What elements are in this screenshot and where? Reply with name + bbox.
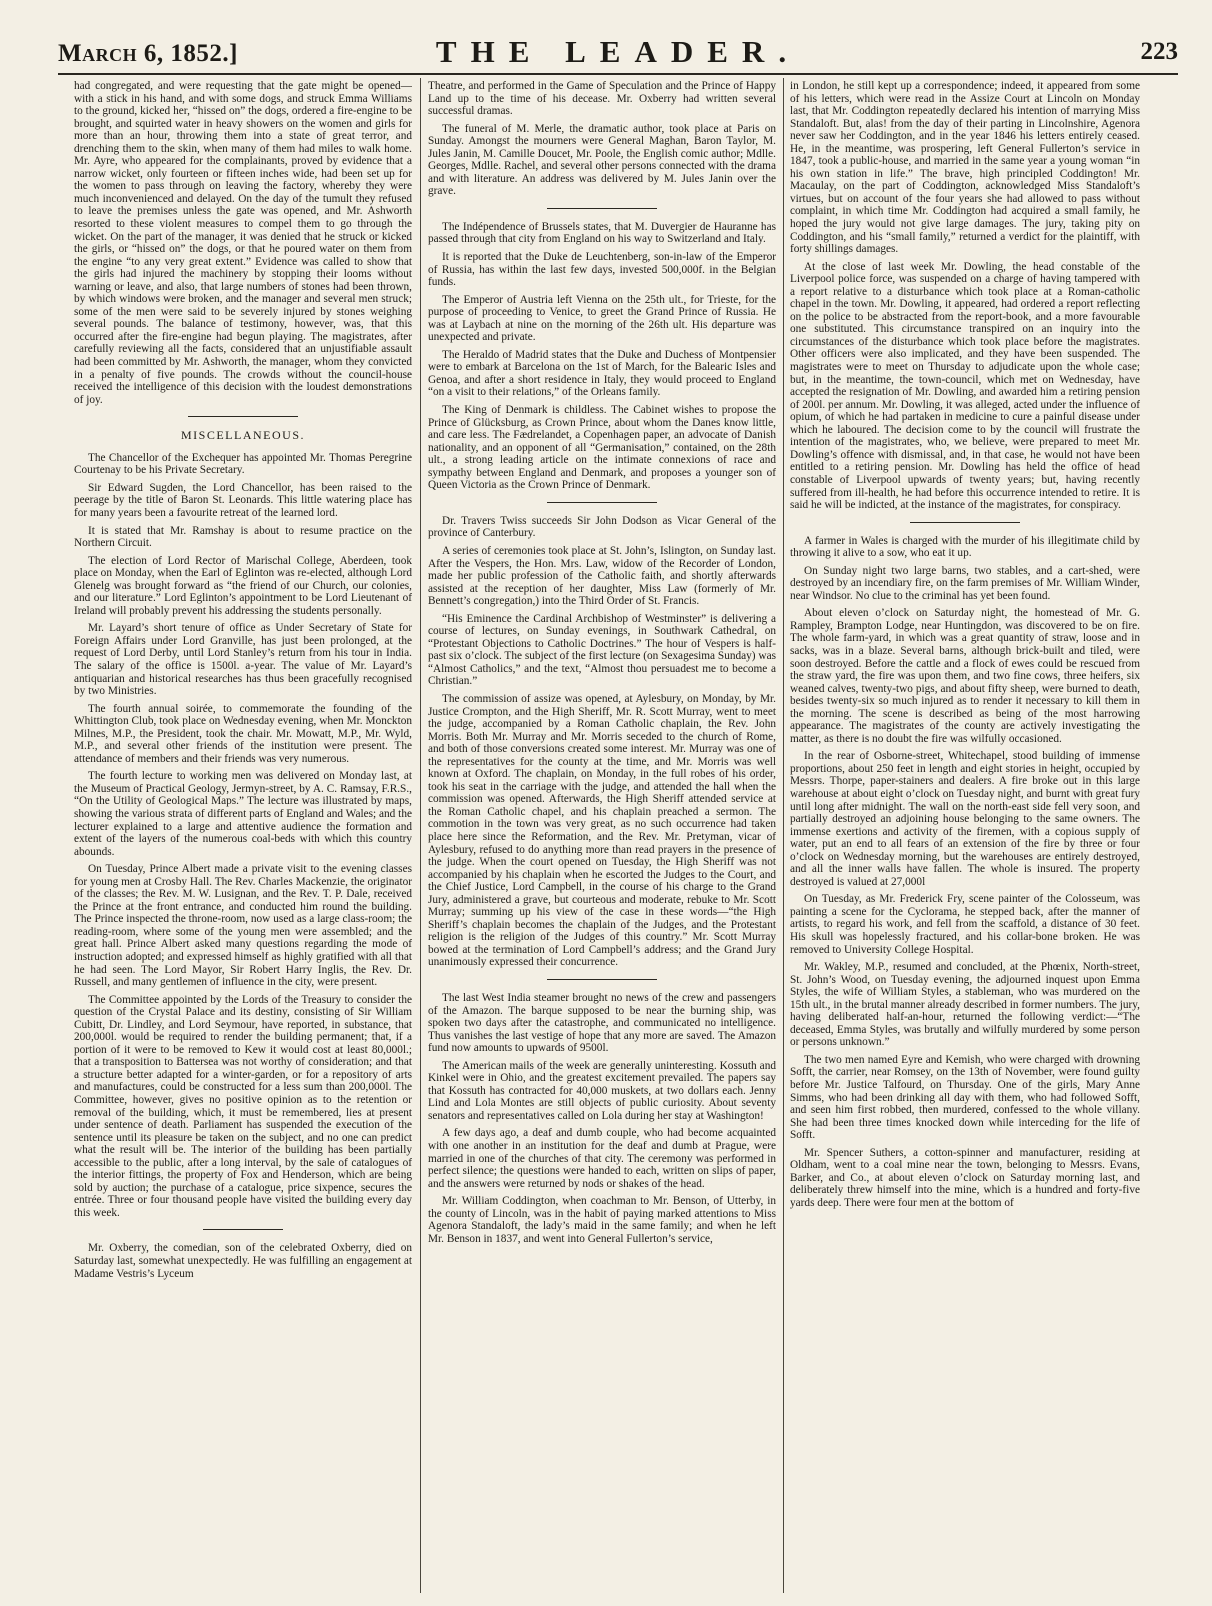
paragraph: The Heraldo of Madrid states that the Duke and Duchess of Montpensier were to embark at Barcelona on the 1st of March, for the Balearic Isles and Genoa, and after a short residence in Italy, they would proceed to England “on a visit to their relations,” of the Orleans family. bbox=[428, 348, 776, 399]
paragraph: The election of Lord Rector of Marischal College, Aberdeen, took place on Monday, when the Earl of Eglinton was re-elected, although Lord Glenelg was brought forward as “the friend of our Church, our colonies, and our literature.” Lord Eglinton’s appointment to be Lord Lieutenant of Ireland will probably prevent his addressing the students personally. bbox=[74, 554, 412, 617]
paragraph: The Emperor of Austria left Vienna on the 25th ult., for Trieste, for the purpose of proceeding to Venice, to greet the Grand Prince of Russia. He was at Laybach at nine on the morning of the 26th ult. His departure was unexpected and private. bbox=[428, 293, 776, 344]
paragraph: In the rear of Osborne-street, Whitechapel, stood building of immense proportions, about 250 feet in length and eight stories in height, occupied by Messrs. Thorpe, paper-stainers and dealers. A fire broke out in this large warehouse at about eight o’clock on Tuesday night, and burnt with great fury until long after midnight. The wall on the north-east side fell very soon, and partially destroyed an adjoining house belonging to the same owners. The immense exertions and activity of the firemen, with a copious supply of water, put an end to all fears of an extension of the fire by three or four o’clock on Wednesday morning, but the warehouses are entirely destroyed, and all the inner walls have fallen. The whole is insured. The property destroyed is valued at 27,000l bbox=[790, 750, 1140, 888]
column-2 bbox=[428, 80, 776, 1595]
paragraph: The funeral of M. Merle, the dramatic author, took place at Paris on Sunday. Amongst the mourners were General Maghan, Baron Taylor, M. Jules Janin, M. Camille Doucet, Mr. Poole, the English comic author; Mdlle. Georges, Mdlle. Rachel, and several other persons connected with the drama and with literature. An address was delivered by M. Jules Janin over the grave. bbox=[428, 122, 776, 198]
paragraph: A series of ceremonies took place at St. John’s, Islington, on Sunday last. After the Vespers, the Hon. Mrs. Law, widow of the Recorder of London, made her public profession of the Catholic faith, and shortly afterwards assisted at the reception of her daughter, Miss Law (formerly of Mr. Bennett’s congregation,) into the Third Order of St. Francis. bbox=[428, 544, 776, 608]
paragraph: It is reported that the Duke de Leuchtenberg, son-in-law of the Emperor of Russia, has within the last few days, invested 500,000f. in the Belgian funds. bbox=[428, 251, 776, 289]
paragraph: Mr. William Coddington, when coachman to Mr. Benson, of Utterby, in the county of Lincoln, was in the habit of paying marked attentions to Miss Agenora Standaloft, the lady’s maid in the same family; and when he left Mr. Benson in 1837, and went into General Fullerton’s service, bbox=[428, 1195, 776, 1245]
section-rule bbox=[547, 502, 657, 503]
paragraph: The commission of assize was opened, at Aylesbury, on Monday, by Mr. Justice Crompton, and the High Sheriff, Mr. R. Scott Murray, went to meet the judge, accompanied by a Roman Catholic chaplain, the Rev. John Morris. Both Mr. Murray and Mr. Morris seceded to the church of Rome, and both of those conversions created some interest. Mr. Murray was one of the representatives for the county at the time, and Mr. Morris was well known at Oxford. The chaplain, on Monday, in the full robes of his order, took his seat in the carriage with the judge, and attended the hall when the commission was opened. Afterwards, the High Sheriff attended service at the Roman Catholic chapel, and his chaplain preached a sermon. The commotion in the town was very great, as no such occurrence had taken place here since the Reformation, and the Rev. Mr. Pretyman, vicar of Aylesbury, refused to do anything more than read prayers in the presence of the judge. When the court opened on Tuesday, the High Sheriff was not accompanied by his chaplain when he escorted the Judges to the Court, and the Chief Justice, Lord Campbell, in the course of his charge to the Grand Jury, administered a grave, but courteous and moderate, rebuke to Mr. Scott Murray; summing up his view of the case in these words—“the High Sheriff’s chaplain becomes the chaplain of the Judges, and the Protestant religion is the religion of the Judges of this country.” Mr. Scott Murray bowed at the termination of Lord Campbell’s address; and the Grand Jury unanimously expressed their concurrence. bbox=[428, 692, 776, 969]
paragraph: The American mails of the week are generally uninteresting. Kossuth and Kinkel were in Ohio, and the greatest excitement prevailed. The papers say that Kossuth has contracted for 40,000 muskets, at two dollars each. Jenny Lind and Lola Montes are still objects of public curiosity. About seventy senators and representatives called on Lola during her stay at Washington! bbox=[428, 1059, 776, 1122]
paragraph: Mr. Spencer Suthers, a cotton-spinner and manufacturer, residing at Oldham, went to a coal mine near the town, belonging to Messrs. Evans, Barker, and Co., at about eleven o’clock on Saturday morning last, and deliberately threw himself into the mine, which is a hundred and forty-five yards deep. There were four men at the bottom of bbox=[790, 1146, 1140, 1209]
paragraph: About eleven o’clock on Saturday night, the homestead of Mr. G. Rampley, Brampton Lodge, near Huntingdon, was discovered to be on fire. The whole farm-yard, in which was a great quantity of straw, loose and in sacks, was in a blaze. Several barns, although brick-built and tiled, were soon destroyed. Before the cattle and a flock of ewes could be rescued from the straw yard, the fire was upon them, and two fine cows, three heifers, six weaned calves, twenty-two pigs, and about fifty sheep, were burned to death, besides twenty-six so much injured as to render it necessary to kill them in the morning. The scene is described as being of the most harrowing appearance. The magistrates of the county are actively investigating the matter, as there is no doubt the fire was wilfully occasioned. bbox=[790, 607, 1140, 745]
column-3 bbox=[790, 80, 1140, 1595]
masthead bbox=[58, 32, 1178, 72]
paragraph: Mr. Oxberry, the comedian, son of the celebrated Oxberry, died on Saturday last, somewhat unexpectedly. He was fulfilling an engagement at Madame Vestris’s Lyceum bbox=[74, 1242, 412, 1280]
paragraph: Dr. Travers Twiss succeeds Sir John Dodson as Vicar General of the province of Canterbury. bbox=[428, 514, 776, 540]
section-rule bbox=[203, 1229, 283, 1230]
section-rule bbox=[547, 979, 657, 980]
paragraph: It is stated that Mr. Ramshay is about to resume practice on the Northern Circuit. bbox=[74, 524, 412, 550]
paragraph: Sir Edward Sugden, the Lord Chancellor, has been raised to the peerage by the title of Baron St. Leonards. This little watering place has for many years been a favourite retreat of the learned lord. bbox=[74, 481, 412, 519]
paragraph: A few days ago, a deaf and dumb couple, who had become acquainted with one another in an institution for the deaf and dumb at Prague, were married in one of the churches of that city. The ceremony was performed in perfect silence; the questions were handed to each, written on slips of paper, and the answers were returned by nods or shakes of the head. bbox=[428, 1127, 776, 1190]
paragraph: At the close of last week Mr. Dowling, the head constable of the Liverpool police force, was suspended on a charge of having tampered with a report relative to a disturbance which took place at a Roman-catholic chapel in the town. Mr. Dowling, it appeared, had ordered a report reflecting on the police to be abstracted from the report-book, and a more favourable one substituted. This circumstance transpired on an inquiry into the circumstances of the disturbance which took place before the magistrates. Other officers were also implicated, and they have been suspended. The magistrates were to meet on Thursday to adjudicate upon the whole case; but, in the meantime, the town-council, which met on Wednesday, have accepted the resignation of Mr. Dowling, and awarded him a retiring pension of 200l. per annum. Mr. Dowling, it was alleged, acted under the influence of opium, of which he had partaken in medicine to cure a painful disease under which he laboured. The decision come to by the council will frustrate the intention of the magistrates, who, we believe, were prepared to meet Mr. Dowling’s offence with dismissal, and, in that case, he would not have been entitled to a retiring pension. Mr. Dowling has held the office of head constable of Liverpool upwards of twenty years; but, having recently suffered from ill-health, he had before this occurrence intended to retire. It is said he will be indicted, at the instance of the magistrates, for conspiracy. bbox=[790, 260, 1140, 512]
paragraph: Mr. Wakley, M.P., resumed and concluded, at the Phœnix, North-street, St. John’s Wood, on Tuesday evening, the adjourned inquest upon Emma Styles, the wife of William Styles, a stableman, who was murdered on the 15th ult., in the brutal manner already described in former numbers. The jury, having deliberated half-an-hour, returned the following verdict:—“The deceased, Emma Styles, was brutally and wilfully murdered by some person or persons unknown.” bbox=[790, 961, 1140, 1049]
paragraph: in London, he still kept up a correspondence; indeed, it appeared from some of his letters, which were read in the Assize Court at Lincoln on Monday last, that Mr. Coddington repeatedly declared his intention of marrying Miss Standaloft. But, alas! from the day of their parting in Lincolnshire, Agenora never saw her Coddington, and in the year 1846 his letters entirely ceased. He, in the meantime, was prospering, left General Fullerton’s service in 1847, took a public-house, and married in the same year a young woman “in his own station in life.” The brave, high principled Coddington! Mr. Macaulay, on the part of Coddington, acknowledged Miss Standaloft’s virtues, but on account of the four years she had allowed to pass without complaint, in which time Mr. Coddington had acquired a small family, he hoped the jury would not give large damages. The jury, taking pity on Coddington, and his “small family,” returned a verdict for the plaintiff, with forty shillings damages. bbox=[790, 80, 1140, 256]
paragraph: On Tuesday, as Mr. Frederick Fry, scene painter of the Colosseum, was painting a scene for the Cyclorama, he stepped back, after the manner of artists, to regard his work, and fell from the scaffold, a distance of 30 feet. His skull was hopelessly fractured, and his collar-bone broken. He was removed to University College Hospital. bbox=[790, 893, 1140, 956]
paragraph: The Chancellor of the Exchequer has appointed Mr. Thomas Peregrine Courtenay to be his Private Secretary. bbox=[74, 451, 412, 477]
section-heading-miscellaneous: MISCELLANEOUS. bbox=[180, 428, 305, 443]
paragraph: The King of Denmark is childless. The Cabinet wishes to propose the Prince of Glücksburg, as Crown Prince, about whom the Danes know little, and care less. The Fædrelandet, a Copenhagen paper, an advocate of Danish nationality, and an opponent of all “Germanisation,” contained, on the 28th ult., a strong leading article on the intimate connexions of race and sympathy between England and Denmark, and proposes a younger son of Queen Victoria as the Crown Prince of Denmark. bbox=[428, 404, 776, 492]
newspaper-title: THE LEADER. bbox=[435, 34, 801, 69]
paragraph: The two men named Eyre and Kemish, who were charged with drowning Sofft, the carrier, near Romsey, on the 13th of November, were found guilty before Mr. Justice Talfourd, on Thursday. One of the girls, Mary Anne Simms, who had been drinking all day with them, who had followed Sofft, and seen him first robbed, then murdered, confessed to the whole villany. She had been three times knocked down while interceding for the life of Sofft. bbox=[790, 1053, 1140, 1142]
paragraph: Mr. Layard’s short tenure of office as Under Secretary of State for Foreign Affairs under Lord Granville, has just been prolonged, at the request of Lord Derby, until Lord Stanley’s return from his tour in India. The salary of the office is 1500l. a-year. The value of Mr. Layard’s antiquarian and historical researches has thus been gracefully recognised by two Ministries. bbox=[74, 622, 412, 698]
paragraph: On Sunday night two large barns, two stables, and a cart-shed, were destroyed by an incendiary fire, on the farm premises of Mr. William Winder, near Windsor. No clue to the criminal has yet been found. bbox=[790, 564, 1140, 602]
paragraph: A farmer in Wales is charged with the murder of his illegitimate child by throwing it alive to a sow, who eat it up. bbox=[790, 534, 1140, 560]
paragraph: had congregated, and were requesting that the gate might be opened—with a stick in his hand, and with some dogs, and struck Emma Williams to the ground, kicked her, “hissed on” the dogs, ordered a fire-engine to be brought, and squirted water in heavy showers on the women and girls for more than an hour, throwing them into a state of great terror, and drenching them to the skin, when many of them had miles to walk home. Mr. Ayre, who appeared for the complainants, proved by evidence that a narrow wicket, only fourteen or fifteen inches wide, had been set up for the women to pass through on leaving the factory, whereby they were much inconvenienced and delayed. On the day of the tumult they refused to leave the premises unless the gate was opened, and Mr. Ashworth resorted to these violent measures to compel them to go through the wicket. On the part of the manager, it was denied that he struck or kicked the girls, or “hissed on” the dogs, or that he poured water on them from the engine “to any very great extent.” Evidence was called to show that the girls had injured the machinery by stopping their looms without warning or leave, and also, that large numbers of stones had been thrown, by which windows were broken, and the manager and several men struck; some of the men were said to be severely injured by stones weighing several pounds. The balance of testimony, however, was, that this occurred after the fire-engine had begun playing. The magistrates, after carefully reviewing all the facts, considered that an unjustifiable assault had been committed by Mr. Ashworth, the manager, whom they convicted in a penalty of five pounds. The crowds without the council-house received the intelligence of this decision with the loudest demonstrations of joy. bbox=[74, 80, 412, 406]
paragraph: The last West India steamer brought no news of the crew and passengers of the Amazon. The barque supposed to be near the burning ship, was spoken two days after the catastrophe, and communicated no intelligence. Thus vanishes the last vestige of hope that any more are saved. The Amazon fund now amounts to upwards of 9500l. bbox=[428, 992, 776, 1055]
header-rule bbox=[58, 73, 1178, 75]
paragraph: On Tuesday, Prince Albert made a private visit to the evening classes for young men at Crosby Hall. The Rev. Charles Mackenzie, the originator of the classes; the Rev. M. W. Lusignan, and the Rev. T. P. Dale, received the Prince at the front entrance, and conducted him round the building. The Prince inspected the throne-room, now used as a large class-room; the reading-room, where some of the young men were assembled; and the great hall. Prince Albert asked many questions regarding the mode of instruction adopted; and expressed himself as highly gratified with all that he had seen. The Lord Mayor, Sir Robert Harry Inglis, the Rev. Dr. Russell, and many gentlemen of influence in the city, were present. bbox=[74, 863, 412, 989]
paragraph: The Committee appointed by the Lords of the Treasury to consider the question of the Crystal Palace and its destiny, consisting of Sir William Cubitt, Dr. Lindley, and Lord Seymour, have reported, in substance, that 200,000l. would be required to render the building permanent; that, if a portion of it were to be removed to Kew it would cost at least 80,000l.; that a transposition to Battersea was not worthy of consideration; and that a structure better adapted for a winter-garden, or for a repository of arts and manufactures, could be constructed for a less sum than 200,000l. The Committee, however, gives no positive opinion as to the retention or removal of the building, which, it must be remembered, lies at present under sentence of death. Parliament has suspended the execution of the sentence until its pleasure be taken on the subject, and no one can predict what the result will be. The interior of the building has been partially accessible to the public, after a long interval, by the sale of catalogues of the interior fittings, the property of Fox and Henderson, which are being sold by auction; the purchase of a catalogue, price sixpence, secures the entrée. Three or four thousand people have visited the building every day this week. bbox=[74, 993, 412, 1219]
page-number: 223 bbox=[1140, 38, 1178, 65]
column-divider bbox=[783, 78, 784, 1593]
paragraph: “His Eminence the Cardinal Archbishop of Westminster” is delivering a course of lectures, on Sunday evenings, in Southwark Cathedral, on “Protestant Objections to Catholic Doctrines.” The hour of Vespers is half-past six o’clock. The subject of the first lecture (on Sexagesima Sunday) was “Almost Catholics,” and the text, “Almost thou persuadest me to become a Christian.” bbox=[428, 612, 776, 688]
section-rule bbox=[547, 208, 657, 209]
section-rule bbox=[188, 416, 298, 417]
column-1 bbox=[74, 80, 412, 1595]
paragraph: Theatre, and performed in the Game of Speculation and the Prince of Happy Land up to the time of his decease. Mr. Oxberry had written several successful dramas. bbox=[428, 80, 776, 118]
issue-date: March 6, 1852.] bbox=[58, 40, 238, 67]
section-rule bbox=[910, 522, 1020, 523]
column-divider bbox=[420, 78, 421, 1593]
paragraph: The Indépendence of Brussels states, that M. Duvergier de Hauranne has passed through that city from England on his way to Switzerland and Italy. bbox=[428, 220, 776, 246]
paragraph: The fourth annual soirée, to commemorate the founding of the Whittington Club, took place on Wednesday evening, when Mr. Monckton Milnes, M.P., the President, took the chair. Mr. Mowatt, M.P., Mr. Wyld, M.P., and several other friends of the institution were present. The attendance of members and their friends was very numerous. bbox=[74, 702, 412, 765]
paragraph: The fourth lecture to working men was delivered on Monday last, at the Museum of Practical Geology, Jermyn-street, by A. C. Ramsay, F.R.S., “On the Utility of Geological Maps.” The lecture was illustrated by maps, showing the various strata of different parts of England and Wales; and the lecturer explained to a large and attentive audience the formation and extent of the layers of the numerous coal-beds with which this country abounds. bbox=[74, 770, 412, 858]
